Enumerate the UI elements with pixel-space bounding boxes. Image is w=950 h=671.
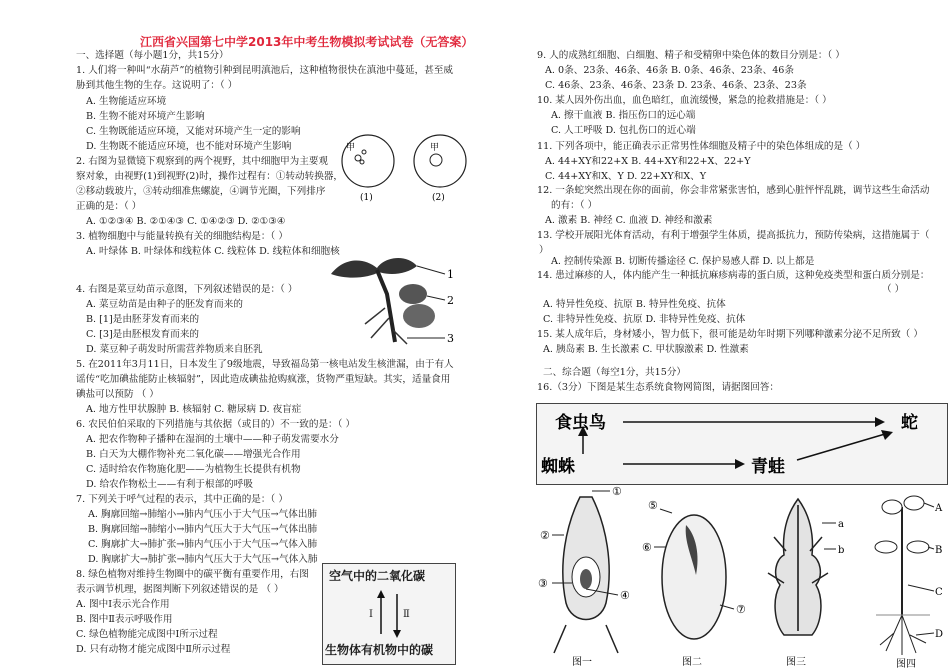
q1-option-c: C. 生物既能适应环境，又能对环境产生一定的影响 [86,126,301,137]
fig4-label-a: A [935,503,943,514]
q14-line-2: （ ） [882,284,905,295]
q14-options-cd: C. 非特异性免疫、抗原 D. 非特异性免疫、抗体 [543,314,746,325]
fig4-label-c: C [935,587,943,598]
q7-option-d: D. 胸廓扩大→肺扩张→肺内气压大于大气压→气体入肺 [88,554,318,565]
q11-options-ab: A. 44+XY和22+X B. 44+XY和22+X、22+Y [545,156,751,167]
fig2-label-6: ⑥ [642,541,652,554]
q8-option-d: D. 只有动物才能完成图中Ⅱ所示过程 [76,644,231,655]
q9-stem: 9. 人的成熟红细胞、白细胞、精子和受精卵中染色体的数目分别是：（ ） [537,50,845,61]
seedling-label-2: 2 [447,294,454,307]
q7-option-b: B. 胸廓回缩→肺缩小→肺内气压大于大气压→气体出肺 [88,524,318,535]
q12-line-1: 12. 一条蛇突然出现在你的面前，你会非常紧张害怕，感到心脏怦怦乱跳，调节这些生命活动 [537,185,930,196]
q10-stem: 10. 某人因外伤出血，血色暗红，血流缓慢，紧急的抢救措施是：（ ） [537,95,832,106]
q1-option-b: B. 生物不能对环境产生影响 [86,111,205,122]
food-web-spider: 蜘蛛 [541,457,575,477]
q11-stem: 11. 下列各项中，能正确表示正常男性体细胞及精子中的染色体组成的是（ ） [537,141,866,152]
q3-options: A. 叶绿体 B. 叶绿体和线粒体 C. 线粒体 D. 线粒体和细胞核 [86,246,340,257]
q6-option-d: D. 给农作物松土——有利于根部的呼吸 [86,479,253,490]
fig1-label-4: ④ [620,589,630,602]
q8-option-c: C. 绿色植物能完成图中Ⅰ所示过程 [76,629,218,640]
food-web-bird: 食虫鸟 [555,413,606,433]
q2-line-1: 2. 右图为显微镜下观察到的两个视野，其中细胞甲为主要观 [76,156,329,167]
fig1-caption: 图一 [572,657,592,668]
q4-stem: 4. 右图是菜豆幼苗示意图，下列叙述错误的是：（ ） [76,284,298,295]
q4-option-a: A. 菜豆幼苗是由种子的胚发育而来的 [86,299,243,310]
fig3-caption: 图三 [786,657,806,668]
fig1-label-3: ③ [538,577,548,590]
q1-option-a: A. 生物能适应环境 [86,96,167,107]
section-2-heading: 二、综合题（每空1分，共15分） [543,367,687,378]
q4-option-d: D. 菜豆种子萌发时所需营养物质来自胚乳 [86,344,263,355]
q14-line-1: 14. 患过麻疹的人，体内能产生一种抵抗麻疹病毒的蛋白质，这种免疫类型和蛋白质分别是： [537,270,930,281]
q13-options: A. 控制传染源 B. 切断传播途径 C. 保护易感人群 D. 以上都是 [551,256,815,267]
bean-seedling-figure [325,252,465,350]
fig1-label-1: ① [612,485,622,498]
food-web-figure [536,403,948,485]
q13-line-1: 13. 学校开展阳光体育活动，有利于增强学生体质，提高抵抗力，预防传染病，这措施属于（ [537,230,930,241]
field-caption-1: (1) [360,193,373,203]
arrow-label-1: Ⅰ [369,609,373,620]
q5-options: A. 地方性甲状腺肿 B. 核辐射 C. 糖尿病 D. 夜盲症 [86,404,302,415]
q1-option-d: D. 生物既不能适应环境，也不能对环境产生影响 [86,141,292,152]
q12-line-2: 的有：（ ） [551,200,598,211]
fig3-label-b: b [838,545,845,556]
q8-option-a: A. 图中Ⅰ表示光合作用 [76,599,170,610]
q7-option-a: A. 胸廓回缩→肺缩小→肺内气压小于大气压→气体出肺 [88,509,318,520]
fig3-label-a: a [838,519,844,530]
food-web-snake: 蛇 [901,413,918,433]
q8-option-b: B. 图中Ⅱ表示呼吸作用 [76,614,173,625]
q1-line-1: 1. 人们将一种叫“水葫芦”的植物引种到昆明滇池后，这种植物很快在滇池中蔓延，甚至威 [76,65,453,76]
q15-stem: 15. 某人成年后，身材矮小，智力低下，很可能是幼年时期下列哪种激素分泌不足所致（ ） [537,329,923,340]
page-title: 江西省兴国第七中学2013年中考生物模拟考试试卷（无答案） [140,35,474,49]
cell-label-1: 甲 [346,143,356,153]
q2-line-2: 察对象，由视野(1)到视野(2)时，操作过程有：①转动转换器， [76,171,344,182]
q2-line-3: ②移动载玻片，③转动细准焦螺旋，④调节光圈，下列排序 [76,186,326,197]
fig2-caption: 图二 [682,657,702,668]
q6-stem: 6. 农民伯伯采取的下列措施与其依据（或目的）不一致的是：（ ） [76,419,356,430]
q5-line-3: 碘盐可以预防 （ ） [76,389,159,400]
q6-option-c: C. 适时给农作物施化肥——为植物生长提供有机物 [86,464,301,475]
fig2-label-7: ⑦ [736,603,746,616]
carbon-cycle-figure [322,563,456,665]
q8-line-1: 8. 绿色植物对维持生物圈中的碳平衡有重要作用，右图 [76,569,309,580]
q8-line-2: 表示调节机理，据图判断下列叙述错误的是 （ ） [76,584,284,595]
q10-options-cd: C. 人工呼吸 D. 包扎伤口的近心端 [551,125,696,136]
q7-option-c: C. 胸廓扩大→肺扩张→肺内气压小于大气压→气体入肺 [88,539,318,550]
carbon-top-label: 空气中的二氧化碳 [329,569,426,583]
q1-line-2: 胁到其他生物的生存。这说明了：（ ） [76,80,238,91]
field-caption-2: (2) [432,193,445,203]
q14-options-ab: A. 特异性免疫、抗原 B. 特异性免疫、抗体 [543,299,726,310]
fig4-caption: 图四 [896,659,916,669]
q3-stem: 3. 植物细胞中与能量转换有关的细胞结构是：（ ） [76,231,288,242]
q12-options: A. 激素 B. 神经 C. 血液 D. 神经和激素 [545,215,713,226]
fig2-label-5: ⑤ [648,499,658,512]
carbon-bottom-label: 生物体有机物中的碳 [325,643,434,657]
q6-option-b: B. 白天为大棚作物补充二氧化碳——增强光合作用 [86,449,301,460]
q13-line-2: ） [539,245,549,256]
food-web-frog: 青蛙 [751,457,785,477]
q4-option-b: B. [1]是由胚芽发育而来的 [86,314,200,325]
seedling-label-3: 3 [447,332,454,345]
arrow-label-2: Ⅱ [403,609,410,620]
q2-options: A. ①②③④ B. ②①④③ C. ①④②③ D. ②①③④ [86,216,286,227]
q11-options-cd: C. 44+XY和X、Y D. 22+XY和X、Y [545,171,707,182]
q9-options-ab: A. 0条、23条、46条、46条 B. 0条、46条、23条、46条 [545,65,794,76]
fig4-label-d: D [935,629,944,640]
q5-line-2: 谣传“吃加碘盐能防止核辐射”，因此造成碘盐抢购疯涨，货物严重短缺。其实，适量食用 [76,374,451,385]
plant-structure-figures [536,485,946,669]
q10-options-ab: A. 擦干血液 B. 指压伤口的远心端 [551,110,696,121]
seedling-label-1: 1 [447,268,454,281]
fig1-label-2: ② [540,529,550,542]
q16-stem: 16.（3分）下图是某生态系统食物网简图，请据图回答： [537,382,780,393]
q4-option-c: C. [3]是由胚根发育而来的 [86,329,200,340]
q5-line-1: 5. 在2011年3月11日，日本发生了9级地震，导致福岛第一核电站发生核泄漏，由于有人 [76,359,454,370]
q9-options-cd: C. 46条、23条、46条、23条 D. 23条、46条、23条、23条 [545,80,807,91]
section-1-heading: 一、选择题（每小题1分，共15分） [76,50,229,61]
q15-options: A. 胰岛素 B. 生长激素 C. 甲状腺激素 D. 性激素 [543,344,749,355]
cell-label-2: 甲 [430,143,440,153]
q6-option-a: A. 把农作物种子播种在湿润的土壤中——种子萌发需要水分 [86,434,339,445]
q2-line-4: 正确的是：（ ） [76,201,142,212]
q7-stem: 7. 下列关于呼气过程的表示，其中正确的是：（ ） [76,494,288,505]
microscope-fields-figure [340,128,470,204]
fig4-label-b: B [935,545,943,556]
